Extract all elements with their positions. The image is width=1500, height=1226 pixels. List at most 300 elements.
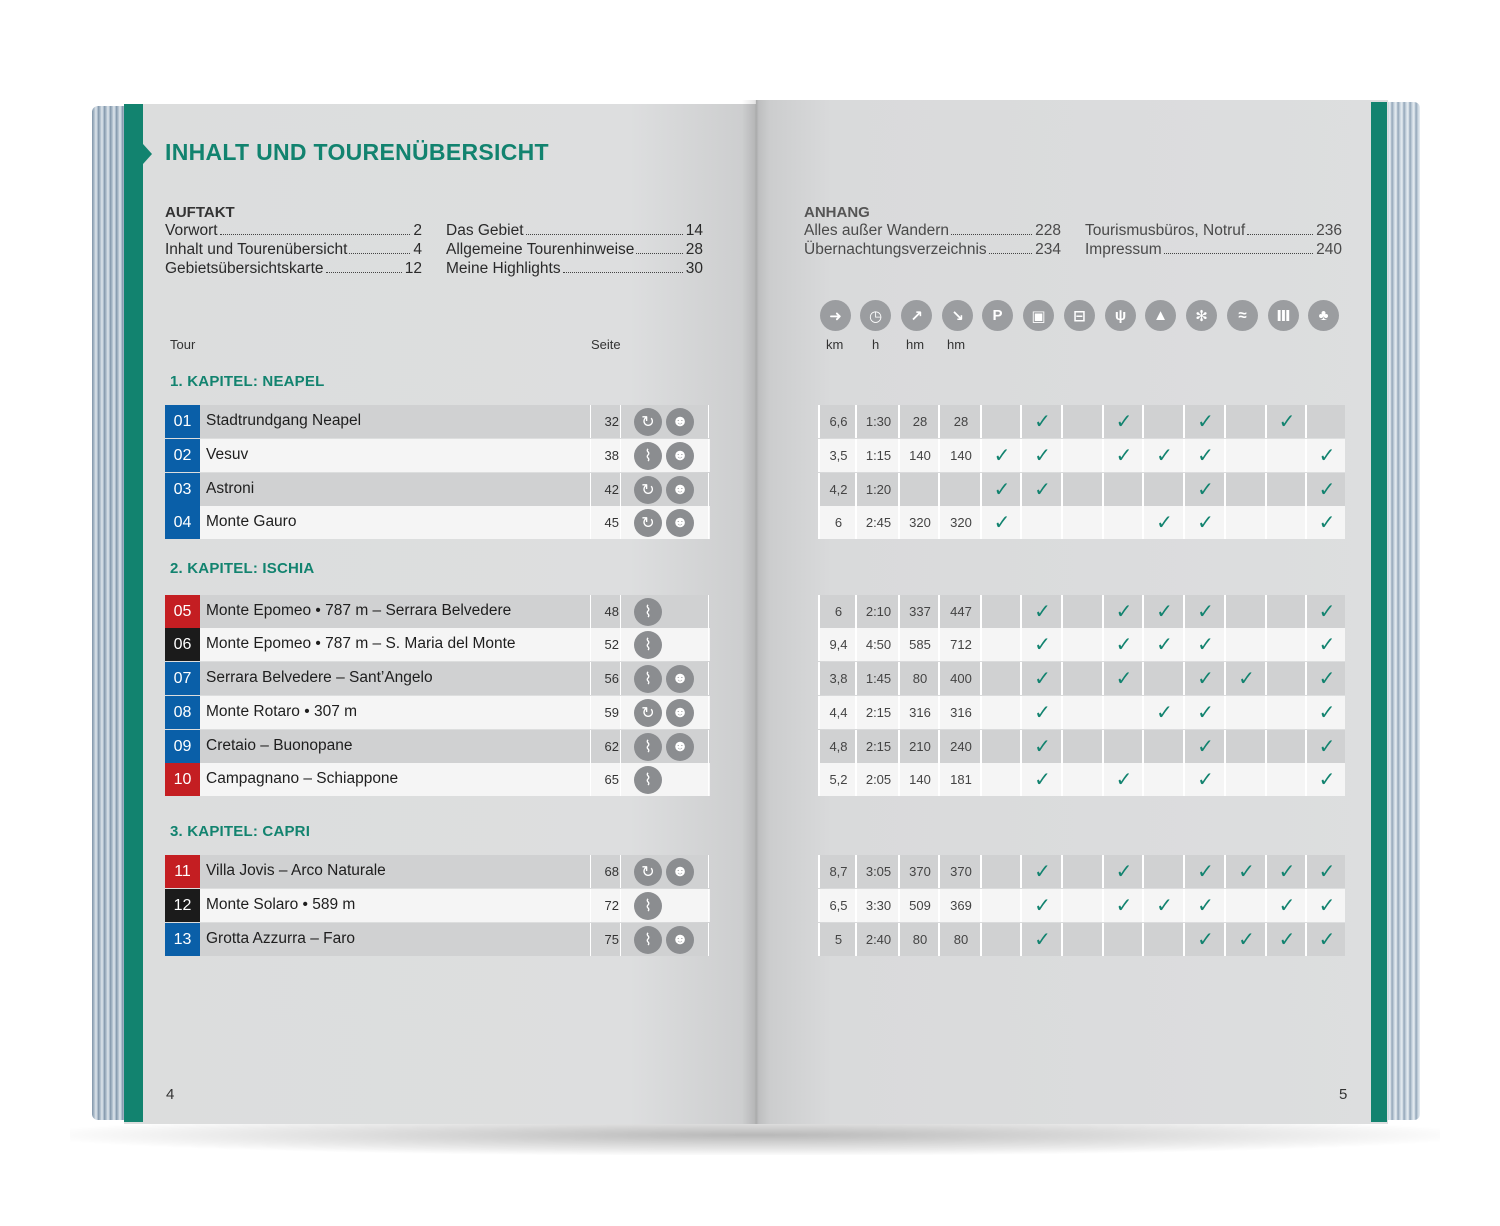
feature-cell: [1142, 405, 1185, 438]
tour-name: Astroni: [206, 480, 255, 497]
kids-friendly-icon: ☻: [666, 858, 694, 886]
feature-cell: [1183, 628, 1226, 661]
tour-row[interactable]: [165, 923, 710, 956]
toc-entry[interactable]: Das Gebiet 14: [446, 222, 703, 239]
tour-up: 316: [898, 696, 940, 729]
check-icon: ✓: [1156, 633, 1173, 656]
feature-cell: [1142, 506, 1185, 539]
feature-cell: [1061, 405, 1104, 438]
tour-type-icons: [634, 631, 662, 659]
check-icon: ✓: [1034, 633, 1051, 656]
column-divider: [620, 855, 621, 888]
check-icon: ✓: [1115, 444, 1133, 467]
column-divider: [708, 439, 709, 472]
toc-entry[interactable]: Alles außer Wandern 228: [804, 222, 1061, 239]
unit-hm-up: hm: [906, 337, 925, 352]
feature-cell: [1224, 595, 1267, 628]
tour-km: 6: [818, 595, 857, 628]
feature-cell: [1224, 763, 1267, 796]
forest-icon: ♣: [1308, 300, 1339, 331]
tour-h: 2:45: [855, 506, 900, 539]
tour-km: 9,4: [818, 628, 857, 661]
check-icon: ✓: [1156, 701, 1173, 724]
check-icon: ✓: [1115, 633, 1133, 656]
feature-cell: [1305, 855, 1347, 888]
feature-cell: [1061, 696, 1104, 729]
feature-cell: [1102, 439, 1144, 472]
distance-icon: ➜: [820, 300, 851, 331]
tour-name: Grotta Azzurra – Faro: [206, 930, 356, 947]
feature-cell: [1183, 763, 1226, 796]
tour-row[interactable]: [165, 889, 710, 922]
check-icon: ✓: [1197, 478, 1214, 501]
tour-type-icons: [634, 408, 694, 436]
feature-cell: [1020, 662, 1063, 695]
page-title: INHALT UND TOURENÜBERSICHT: [165, 139, 549, 165]
tour-row[interactable]: [165, 473, 710, 506]
tour-page: 72: [604, 898, 619, 913]
feature-cell: [1142, 662, 1185, 695]
feature-cell: [1305, 405, 1347, 438]
tour-page: 75: [604, 932, 619, 947]
feature-cell: [1183, 506, 1226, 539]
tour-km: 5,2: [818, 763, 857, 796]
feature-cell: [1265, 595, 1307, 628]
feature-cell: [1102, 662, 1144, 695]
tour-name: Cretaio – Buonopane: [206, 737, 353, 754]
toc-entry[interactable]: Tourismusbüros, Notruf 236: [1085, 222, 1342, 239]
feature-cell: [1224, 662, 1267, 695]
tour-down: 140: [938, 439, 982, 472]
feature-cell: [1102, 473, 1144, 506]
feature-cell: [1183, 405, 1226, 438]
check-icon: ✓: [993, 478, 1011, 501]
tour-km: 3,5: [818, 439, 857, 472]
cable-car-icon: ⊟: [1064, 300, 1095, 331]
tour-number-badge: 06: [165, 628, 200, 661]
tour-down: 80: [938, 923, 982, 956]
tour-up: 140: [898, 439, 940, 472]
one-way-trail-icon: ⌇: [634, 442, 662, 470]
tour-h: 2:40: [855, 923, 900, 956]
feature-cell: [1061, 763, 1104, 796]
tour-type-icons: [634, 442, 694, 470]
tour-row[interactable]: [165, 595, 710, 628]
tour-h: 1:30: [855, 405, 900, 438]
seite-column-label: Seite: [591, 337, 621, 352]
feature-cell: [1142, 889, 1185, 922]
check-icon: ✓: [1238, 667, 1255, 690]
feature-cell: [1020, 730, 1063, 763]
check-icon: ✓: [1197, 860, 1214, 883]
feature-cell: [1224, 439, 1267, 472]
check-icon: ✓: [1115, 768, 1133, 791]
toc-entry[interactable]: Impressum 240: [1085, 241, 1342, 258]
feature-cell: [980, 923, 1022, 956]
tour-number-badge: 07: [165, 662, 200, 695]
check-icon: ✓: [1034, 444, 1051, 467]
check-icon: ✓: [1197, 410, 1214, 433]
tour-row[interactable]: [165, 763, 710, 796]
check-icon: ✓: [1156, 511, 1173, 534]
tour-km: 4,8: [818, 730, 857, 763]
tour-type-icons: [634, 699, 694, 727]
tour-down: 240: [938, 730, 982, 763]
tour-up: 509: [898, 889, 940, 922]
feature-cell: [1224, 506, 1267, 539]
check-icon: ✓: [1197, 667, 1214, 690]
check-icon: ✓: [1197, 701, 1214, 724]
feature-cell: [1224, 696, 1267, 729]
tour-page: 45: [604, 515, 619, 530]
check-icon: ✓: [993, 444, 1011, 467]
tour-details-row: [818, 405, 1345, 438]
feature-cell: [1061, 662, 1104, 695]
tour-page: 32: [604, 414, 619, 429]
check-icon: ✓: [1278, 894, 1296, 917]
toc-entry[interactable]: Vorwort 2: [165, 222, 422, 239]
tour-up: 140: [898, 763, 940, 796]
feature-cell: [1305, 439, 1347, 472]
feature-cell: [1020, 439, 1063, 472]
unit-hm-down: hm: [947, 337, 966, 352]
check-icon: ✓: [1278, 928, 1296, 951]
tour-name: Stadtrundgang Neapel: [206, 412, 362, 429]
tour-down: 316: [938, 696, 982, 729]
chapter-heading: 1. KAPITEL: NEAPEL: [170, 373, 325, 390]
check-icon: ✓: [1156, 600, 1173, 623]
feature-cell: [1061, 855, 1104, 888]
feature-cell: [1305, 889, 1347, 922]
tour-number-badge: 04: [165, 506, 200, 539]
tour-number-badge: 05: [165, 595, 200, 628]
feature-cell: [1305, 696, 1347, 729]
feature-cell: [1102, 889, 1144, 922]
feature-cell: [1305, 628, 1347, 661]
tour-row[interactable]: [165, 696, 710, 729]
column-divider: [708, 506, 709, 539]
feature-cell: [1102, 595, 1144, 628]
feature-cell: [1183, 923, 1226, 956]
toc-entry[interactable]: Allgemeine Tourenhinweise 28: [446, 241, 703, 258]
auftakt-heading: AUFTAKT: [165, 204, 235, 221]
check-icon: ✓: [1197, 928, 1214, 951]
tour-page: 48: [604, 604, 619, 619]
swimming-icon: ≈: [1227, 300, 1258, 331]
kids-friendly-icon: ☻: [666, 476, 694, 504]
one-way-trail-icon: ⌇: [634, 892, 662, 920]
tour-type-icons: [634, 665, 694, 693]
tour-row[interactable]: [165, 628, 710, 661]
feature-cell: [1102, 763, 1144, 796]
feature-cell: [1142, 696, 1185, 729]
toc-entry[interactable]: Meine Highlights 30: [446, 260, 703, 277]
book-spine: [742, 100, 770, 1124]
tour-km: 6,6: [818, 405, 857, 438]
feature-cell: [1265, 730, 1307, 763]
column-divider: [620, 439, 621, 472]
column-divider: [620, 889, 621, 922]
tour-down: 181: [938, 763, 982, 796]
tour-name: Monte Gauro: [206, 513, 297, 530]
tour-type-icons: [634, 598, 662, 626]
tour-details-row: [818, 628, 1345, 661]
title-arrow-icon: [143, 144, 152, 164]
column-divider: [620, 730, 621, 763]
column-divider: [620, 473, 621, 506]
round-trip-icon: ↻: [634, 408, 662, 436]
check-icon: ✓: [1318, 478, 1336, 501]
feature-cell: [1142, 595, 1185, 628]
feature-cell: [980, 763, 1022, 796]
check-icon: ✓: [1197, 894, 1214, 917]
feature-cell: [1020, 855, 1063, 888]
tour-number-badge: 13: [165, 923, 200, 956]
tour-page: 42: [604, 482, 619, 497]
feature-cell: [1102, 696, 1144, 729]
check-icon: ✓: [1318, 735, 1336, 758]
feature-cell: [1102, 923, 1144, 956]
feature-cell: [1265, 923, 1307, 956]
feature-cell: [980, 662, 1022, 695]
tour-down: [938, 473, 982, 506]
feature-cell: [980, 889, 1022, 922]
tour-name: Campagnano – Schiappone: [206, 770, 399, 787]
feature-cell: [1183, 855, 1226, 888]
tour-page: 68: [604, 864, 619, 879]
feature-cell: [1265, 855, 1307, 888]
tour-down: 370: [938, 855, 982, 888]
column-divider: [708, 595, 709, 628]
feature-cell: [1142, 763, 1185, 796]
feature-cell: [1061, 506, 1104, 539]
column-divider: [708, 405, 709, 438]
feature-cell: [1224, 855, 1267, 888]
tour-number-badge: 03: [165, 473, 200, 506]
feature-cell: [980, 696, 1022, 729]
tour-number-badge: 11: [165, 855, 200, 888]
column-divider: [620, 506, 621, 539]
feature-cell: [1265, 473, 1307, 506]
feature-cell: [1183, 473, 1226, 506]
tour-down: 447: [938, 595, 982, 628]
feature-cell: [1183, 439, 1226, 472]
check-icon: ✓: [1318, 511, 1336, 534]
round-trip-icon: ↻: [634, 858, 662, 886]
check-icon: ✓: [1034, 667, 1051, 690]
feature-cell: [980, 473, 1022, 506]
column-divider: [708, 889, 709, 922]
one-way-trail-icon: ⌇: [634, 733, 662, 761]
feature-cell: [1183, 696, 1226, 729]
check-icon: ✓: [1318, 928, 1336, 951]
round-trip-icon: ↻: [634, 509, 662, 537]
check-icon: ✓: [1115, 894, 1133, 917]
check-icon: ✓: [1318, 633, 1336, 656]
feature-cell: [1142, 439, 1185, 472]
feature-cell: [1061, 730, 1104, 763]
feature-cell: [1061, 595, 1104, 628]
tour-details-row: [818, 855, 1345, 888]
tour-number-badge: 10: [165, 763, 200, 796]
tour-details-row: [818, 763, 1345, 796]
round-trip-icon: ↻: [634, 699, 662, 727]
feature-cell: [1305, 473, 1347, 506]
tour-row[interactable]: [165, 405, 710, 438]
toc-entry[interactable]: Gebietsübersichtskarte 12: [165, 260, 422, 277]
tour-down: 400: [938, 662, 982, 695]
feature-cell: [1183, 730, 1226, 763]
tour-h: 2:15: [855, 730, 900, 763]
check-icon: ✓: [1156, 894, 1173, 917]
feature-cell: [1183, 662, 1226, 695]
feature-cell: [1265, 506, 1307, 539]
check-icon: ✓: [1034, 860, 1051, 883]
parking-icon: P: [982, 300, 1013, 331]
check-icon: ✓: [1115, 860, 1133, 883]
tour-type-icons: [634, 733, 694, 761]
check-icon: ✓: [1318, 768, 1336, 791]
feature-cell: [1265, 405, 1307, 438]
feature-cell: [1265, 763, 1307, 796]
one-way-trail-icon: ⌇: [634, 598, 662, 626]
tour-km: 8,7: [818, 855, 857, 888]
tour-h: 1:15: [855, 439, 900, 472]
feature-cell: [1102, 855, 1144, 888]
tour-km: 4,2: [818, 473, 857, 506]
column-divider: [708, 763, 709, 796]
toc-entry[interactable]: Übernachtungsverzeichnis 234: [804, 241, 1061, 258]
feature-cell: [1061, 439, 1104, 472]
feature-cell: [1224, 889, 1267, 922]
museum-icon: Ⅲ: [1268, 300, 1299, 331]
feature-cell: [1305, 923, 1347, 956]
tour-row[interactable]: [165, 662, 710, 695]
column-divider: [708, 730, 709, 763]
summit-icon: ▲: [1145, 300, 1176, 331]
tour-up: 337: [898, 595, 940, 628]
column-divider: [708, 923, 709, 956]
feature-cell: [1020, 473, 1063, 506]
chapter-heading: 3. KAPITEL: CAPRI: [170, 823, 311, 840]
column-divider: [620, 763, 621, 796]
tour-h: 2:15: [855, 696, 900, 729]
tour-up: 80: [898, 662, 940, 695]
tour-up: 80: [898, 923, 940, 956]
check-icon: ✓: [1197, 633, 1214, 656]
column-divider: [708, 473, 709, 506]
column-divider: [708, 855, 709, 888]
tour-h: 4:50: [855, 628, 900, 661]
tour-name: Vesuv: [206, 446, 249, 463]
tour-details-row: [818, 595, 1345, 628]
feature-cell: [1142, 628, 1185, 661]
tour-km: 3,8: [818, 662, 857, 695]
feature-cell: [1142, 923, 1185, 956]
check-icon: ✓: [1115, 600, 1133, 623]
check-icon: ✓: [1278, 860, 1296, 883]
toc-entry[interactable]: Inhalt und Tourenübersicht 4: [165, 241, 422, 258]
tour-number-badge: 12: [165, 889, 200, 922]
check-icon: ✓: [1318, 600, 1336, 623]
tour-type-icons: [634, 926, 694, 954]
feature-cell: [1061, 473, 1104, 506]
green-margin-bar-left: [124, 104, 143, 1122]
feature-cell: [1265, 889, 1307, 922]
feature-cell: [1224, 730, 1267, 763]
feature-cell: [1061, 628, 1104, 661]
page-edges-right: [1386, 102, 1420, 1120]
tour-name: Monte Rotaro • 307 m: [206, 703, 358, 720]
feature-cell: [1224, 628, 1267, 661]
check-icon: ✓: [1034, 928, 1051, 951]
tour-page: 65: [604, 772, 619, 787]
check-icon: ✓: [1197, 444, 1214, 467]
tour-details-row: [818, 696, 1345, 729]
feature-cell: [980, 855, 1022, 888]
check-icon: ✓: [1197, 768, 1214, 791]
feature-cell: [980, 730, 1022, 763]
feature-cell: [1020, 628, 1063, 661]
feature-cell: [1020, 763, 1063, 796]
tour-down: 28: [938, 405, 982, 438]
tour-up: 320: [898, 506, 940, 539]
anhang-heading: ANHANG: [804, 204, 870, 221]
chapter-heading: 2. KAPITEL: ISCHIA: [170, 560, 315, 577]
feature-cell: [980, 595, 1022, 628]
page-edges-left: [92, 106, 126, 1120]
tour-h: 2:05: [855, 763, 900, 796]
check-icon: ✓: [1238, 928, 1255, 951]
tour-number-badge: 09: [165, 730, 200, 763]
tour-type-icons: [634, 509, 694, 537]
tour-row[interactable]: [165, 506, 710, 539]
column-divider: [708, 628, 709, 661]
feature-cell: [1265, 696, 1307, 729]
tour-row[interactable]: [165, 439, 710, 472]
feature-cell: [1142, 855, 1185, 888]
check-icon: ✓: [1318, 894, 1336, 917]
tour-type-icons: [634, 892, 662, 920]
feature-cell: [1224, 473, 1267, 506]
unit-km: km: [826, 337, 844, 352]
tour-km: 6,5: [818, 889, 857, 922]
bus-icon: ▣: [1023, 300, 1054, 331]
check-icon: ✓: [1034, 894, 1051, 917]
check-icon: ✓: [1197, 600, 1214, 623]
feature-cell: [1102, 730, 1144, 763]
tour-name: Monte Epomeo • 787 m – S. Maria del Monte: [206, 635, 516, 652]
tour-row[interactable]: [165, 855, 710, 888]
tour-type-icons: [634, 858, 694, 886]
feature-cell: [980, 628, 1022, 661]
check-icon: ✓: [1034, 768, 1051, 791]
tour-column-label: Tour: [170, 337, 196, 352]
one-way-trail-icon: ⌇: [634, 766, 662, 794]
tour-details-row: [818, 473, 1345, 506]
check-icon: ✓: [1115, 410, 1133, 433]
feature-cell: [1305, 595, 1347, 628]
feature-cell: [1305, 763, 1347, 796]
green-margin-bar-right: [1371, 102, 1387, 1122]
feature-cell: [1265, 662, 1307, 695]
check-icon: ✓: [1034, 735, 1051, 758]
tour-row[interactable]: [165, 730, 710, 763]
tour-up: 210: [898, 730, 940, 763]
tour-name: Monte Solaro • 589 m: [206, 896, 356, 913]
tour-number-badge: 02: [165, 439, 200, 472]
feature-cell: [1020, 506, 1063, 539]
